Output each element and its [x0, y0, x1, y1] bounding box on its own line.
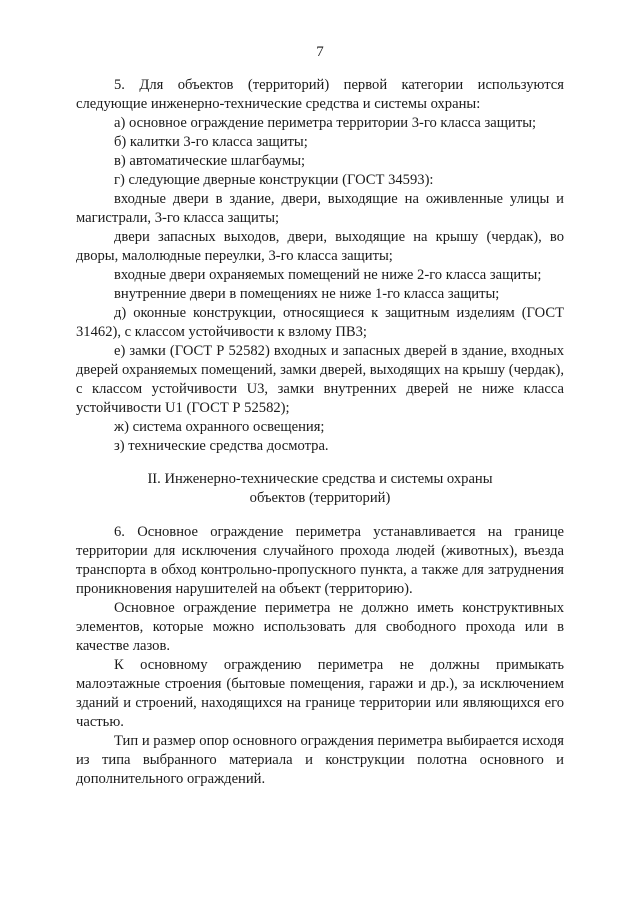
list-item-v: в) автоматические шлагбаумы;	[114, 153, 306, 169]
door-emergency-item: двери запасных выходов, двери, выходящие на крышу (чердак), во дворы, малолюдные переулки, 3-го класса защиты;	[76, 229, 564, 264]
list-item-g: г) следующие дверные конструкции (ГОСТ 34593):	[114, 172, 434, 188]
door-entry-item: входные двери в здание, двери, выходящие на оживленные улицы и магистрали, 3-го класса защиты;	[76, 191, 564, 226]
list-item-zh: ж) система охранного освещения;	[114, 419, 325, 435]
paragraph-6-adjacent-buildings: К основному ограждению периметра не должны примыкать малоэтажные строения (бытовые помещения, гаражи и др.), за исключением зданий и строений, находящихся на границе территории или являющихся его частью.	[76, 657, 564, 730]
list-item-e: е) замки (ГОСТ Р 52582) входных и запасных дверей в здание, входных дверей охраняемых помещений, замки дверей, выходящих на крышу (чердак), с классом устойчивости U3, замки внутренних дверей не ниже класса устойчивости U1 (ГОСТ Р 52582);	[76, 343, 564, 416]
door-protected-item: входные двери охраняемых помещений не ниже 2-го класса защиты;	[114, 267, 542, 283]
paragraph-6: 6. Основное ограждение периметра устанавливается на границе территории для исключения случайного прохода людей (животных), въезда транспорта в обход контрольно-пропускного пункта, а также для затруднения проникновения нарушителей на объект (территорию).	[76, 524, 564, 597]
paragraph-6-supports: Тип и размер опор основного ограждения периметра выбирается исходя из типа выбранного материала и конструкции полотна основного и дополнительного ограждений.	[76, 733, 564, 787]
document-body	[76, 76, 564, 789]
list-item-b: б) калитки 3-го класса защиты;	[114, 134, 308, 150]
list-item-d: д) оконные конструкции, относящиеся к защитным изделиям (ГОСТ 31462), с классом устойчивости к взлому ПВ3;	[76, 305, 564, 340]
list-item-z: з) технические средства досмотра.	[114, 438, 329, 454]
section-heading	[76, 470, 564, 508]
section-heading-line1: II. Инженерно-технические средства и системы охраны	[147, 471, 493, 487]
page-number: 7	[316, 44, 324, 60]
paragraph-6-fence-elements: Основное ограждение периметра не должно иметь конструктивных элементов, которые можно использовать для свободного прохода или в качестве лазов.	[76, 600, 564, 654]
door-internal-item: внутренние двери в помещениях не ниже 1-го класса защиты;	[114, 286, 500, 302]
list-item-a: а) основное ограждение периметра территории 3-го класса защиты;	[114, 115, 537, 131]
paragraph-5-intro: 5. Для объектов (территорий) первой категории используются следующие инженерно-технические средства и системы охраны:	[76, 77, 564, 112]
section-heading-line2: объектов (территорий)	[249, 490, 391, 506]
